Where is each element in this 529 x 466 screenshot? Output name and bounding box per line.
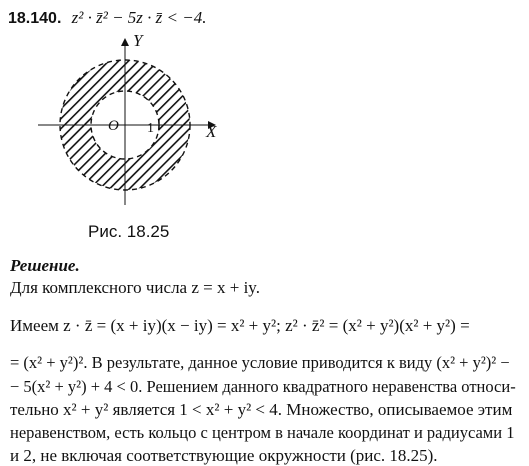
x-axis-label: X bbox=[206, 122, 217, 141]
solution-line-4: − 5(x² + y²) + 4 < 0. Решением данного квадратного неравенства относи- bbox=[10, 377, 516, 396]
tick-label-1: 1 bbox=[147, 121, 154, 136]
solution-line-1: Для комплексного числа z = x + iy. bbox=[10, 278, 260, 297]
solution-line-5: тельно x² + y² является 1 < x² + y² < 4. Множество, описываемое этим bbox=[10, 400, 513, 419]
problem-number: 18.140. bbox=[8, 10, 62, 27]
solution-line-3: = (x² + y²)². В результате, данное условие приводится к виду (x² + y²)² − bbox=[10, 353, 510, 372]
problem-expression: z² · z̄² − 5z · z̄ < −4. bbox=[71, 8, 207, 27]
solution-title: Решение. bbox=[10, 256, 80, 275]
solution-line-7: и 2, не включая соответствующие окружности (рис. 18.25). bbox=[10, 446, 438, 465]
origin-label: O bbox=[108, 118, 119, 134]
annulus-figure bbox=[0, 30, 260, 220]
solution-line-2: Имеем z · z̄ = (x + iy)(x − iy) = x² + y²; z² · z̄² = (x² + y²)(x² + y²) = bbox=[10, 316, 470, 335]
solution-line-6: неравенством, есть кольцо с центром в начале координат и радиусами 1 bbox=[10, 423, 515, 442]
figure-caption: Рис. 18.25 bbox=[88, 222, 170, 241]
problem-statement bbox=[8, 8, 206, 28]
y-axis-arrow bbox=[121, 38, 129, 46]
y-axis-label: Y bbox=[133, 31, 143, 50]
